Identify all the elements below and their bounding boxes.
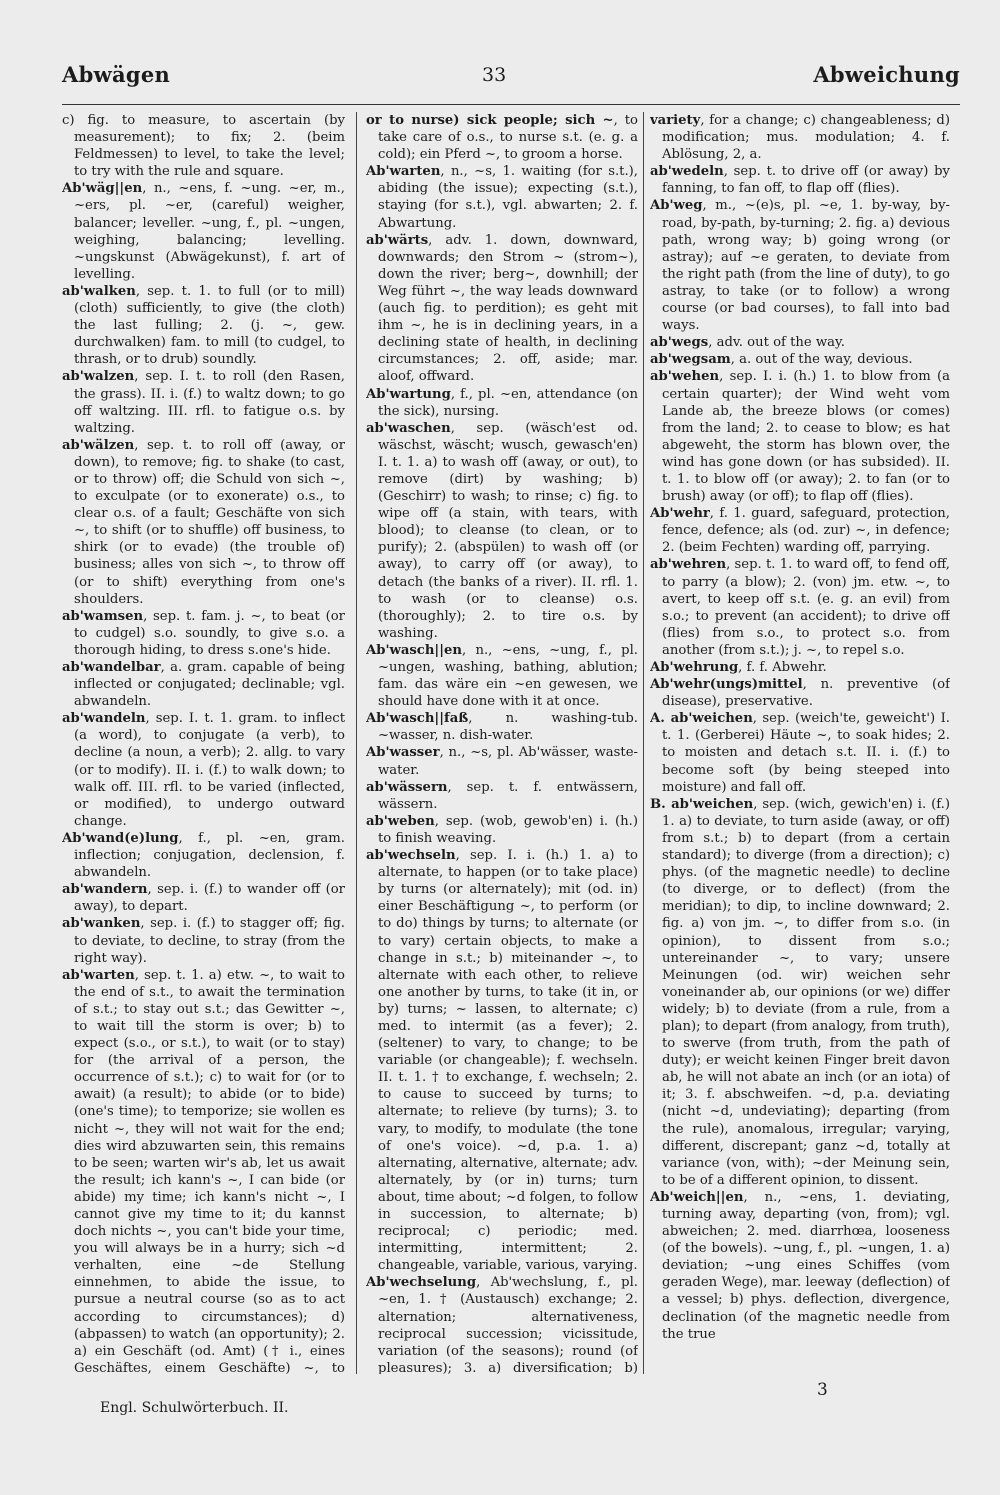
dictionary-entry: Ab'weich||en, n., ~ens, 1. deviating, turning away, departing (von, from); vgl. abweichen; 2. med. diarrhœa, looseness (of the bowels). ~ung, f., pl. ~ungen, 1. a) deviation; ~ung eines Schiffes (vom geraden Wege), mar. leeway (deflection) of a vessel; b) phys. deflection, divergence, declination (of the magnetic needle from the true xyxy=(650,1189,950,1342)
column-1 xyxy=(62,112,345,1374)
dictionary-entry: Ab'wehr, f. 1. guard, safeguard, protection, fence, defence; als (od. zur) ~, in defence; 2. (beim Fechten) warding off, parrying. xyxy=(650,506,950,556)
dictionary-entry: ab'wälzen, sep. t. to roll off (away, or down), to remove; fig. to shake (to cast, or to throw) off; die Schuld von sich ~, to exculpate (or to exonerate) o.s., to clear o.s. of a fault; Geschäfte von sich ~, to shift (or to shuffle) off business, to shirk (or to evade) (the trouble of) business; alles von sich ~, to throw off (or to shift) everything from one's shoulders. xyxy=(62,437,345,607)
dictionary-entry: Ab'wasch||en, n., ~ens, ~ung, f., pl. ~ungen, washing, bathing, ablution; fam. das wäre ein ~en gewesen, we should have done with it at once. xyxy=(366,642,638,710)
dictionary-entry: Ab'weg, m., ~(e)s, pl. ~e, 1. by-way, by-road, by-path, by-turning; 2. fig. a) devious path, wrong way; b) going wrong (or astray); auf ~e geraten, to deviate from the right path (from the line of duty), to go astray, to take (or to follow) a wrong course (or bad courses), to fall into bad ways. xyxy=(650,198,950,334)
dictionary-entry: or to nurse) sick people; sich ~, to take care of o.s., to nurse s.t. (e. g. a cold); ein Pferd ~, to groom a horse. xyxy=(366,113,638,163)
dictionary-entry: Ab'warten, n., ~s, 1. waiting (for s.t.), abiding (the issue); expecting (s.t.), staying (for s.t.), vgl. abwarten; 2. f. Abwartung. xyxy=(366,164,638,231)
dictionary-entry: ab'wärts, adv. 1. down, downward, downwards; den Strom ~ (strom~), down the river; berg~, downhill; der Weg führt ~, the way leads downward (auch fig. to perdition); es geht mit ihm ~, he is in declining years, in a declining state of health, in declining circumstances; 2. off, aside; mar. aloof, offward. xyxy=(366,232,638,385)
dictionary-entry: Ab'wasser, n., ~s, pl. Ab'wässer, waste-water. xyxy=(366,745,638,778)
dictionary-entry: Ab'wehrung, f. f. Abwehr. xyxy=(650,660,827,675)
dictionary-entry: ab'wandeln, sep. I. t. 1. gram. to inflect (a word), to conjugate (a verb), to decline (a noun, a verb); 2. allg. to vary (or to modify). II. i. (f.) to walk down; to walk off. III. rfl. to be varied (inflected, or modified), to undergo outward change. xyxy=(62,711,345,829)
header-rule xyxy=(62,104,960,105)
header-right-guide-word: Abweichung xyxy=(813,62,960,87)
imprint-line: Engl. Schulwörterbuch. II. xyxy=(100,1400,289,1416)
dictionary-entry: Ab'wand(e)lung, f., pl. ~en, gram. inflection; conjugation, declension, f. abwandeln. xyxy=(62,830,345,881)
dictionary-entry: ab'walken, sep. t. 1. to full (or to mill) (cloth) sufficiently, to give (the cloth) the last fulling; 2. (j. ~, gew. durchwalken) fam. to mill (to cudgel, to thrash, or to drub) soundly. xyxy=(62,283,345,368)
dictionary-entry: B. ab'weichen, sep. (wich, gewich'en) i. (f.) 1. a) to deviate, to turn aside (away, or off) from s.t.; b) to depart (from a certain standard); to diverge (from a direction); c) phys. (of the magnetic needle) to decline (to diverge, or to deflect) (from the meridian); to dip, to incline downward; 2. fig. a) von jm. ~, to differ from s.o. (in opinion), to dissent from s.o.; untereinander ~, to vary; unsere Meinungen (od. wir) weichen sehr voneinander ab, our opinions (or we) differ widely; b) to deviate (from a rule, from a plan); to depart (from analogy, from truth), to swerve (from truth, from the path of duty); er weicht keinen Finger breit davon ab, he will not abate an inch (or an iota) of it; 3. f. abschweifen. ~d, p.a. deviating (nicht ~d, undeviating); departing (from the rule), anomalous, irregular; varying, different, discrepant; ganz ~d, totally at variance (von, with); ~der Meinung sein, to be of a different opinion, to dissent. xyxy=(650,796,950,1188)
dictionary-entry: ab'wamsen, sep. t. fam. j. ~, to beat (or to cudgel) s.o. soundly, to give s.o. a thorough hiding, to dress s.one's hide. xyxy=(62,608,345,658)
dictionary-entry: c) fig. to measure, to ascertain (by measurement); to fix; 2. (beim Feldmessen) to level, to take the level; to try with the rule and square. xyxy=(62,113,345,180)
signature-mark: 3 xyxy=(817,1380,828,1400)
header-left-guide-word: Abwägen xyxy=(62,62,171,87)
dictionary-entry: variety, for a change; c) changeableness; d) modification; mus. modulation; 4. f. Ablösung, 2, a. xyxy=(650,113,950,163)
dictionary-entry: ab'wegsam, a. out of the way, devious. xyxy=(650,352,913,368)
dictionary-entry: Ab'wartung, f., pl. ~en, attendance (on the sick), nursing. xyxy=(366,386,638,419)
dictionary-entry: Ab'wasch||faß, n. washing-tub. ~wasser, n. dish-water. xyxy=(366,711,638,744)
dictionary-entry: ab'walzen, sep. I. t. to roll (den Rasen, the grass). II. i. (f.) to waltz down; to go off waltzing. III. rfl. to fatigue o.s. by waltzing. xyxy=(62,369,345,436)
dictionary-entry: ab'waschen, sep. (wäsch'est od. wäschst, wäscht; wusch, gewasch'en) I. t. 1. a) to wash off (away, or out), to remove (dirt) by washing; b) (Geschirr) to wash; to rinse; c) fig. to wipe off (a stain, with tears, with blood); to cleanse (to clean, or to purify); 2. (abspülen) to wash off (or away), to carry off (or away), to detach (the banks of a river). II. rfl. 1. to wash (or to cleanse) o.s. (thoroughly); 2. to tire o.s. by washing. xyxy=(366,420,638,641)
dictionary-entry: ab'wehen, sep. I. i. (h.) 1. to blow from (a certain quarter); der Wind weht vom Lande ab, the breeze blows (or comes) from the land; 2. to cease to blow; es hat abgeweht, the storm has blown over, the wind has gone down (or has subsided). II. t. 1. to blow off (or away); 2. to fan (or to brush) away (or off); to flap off (flies). xyxy=(650,369,950,505)
dictionary-entry: ab'wedeln, sep. t. to drive off (or away) by fanning, to fan off, to flap off (flies). xyxy=(650,164,950,197)
dictionary-entry: ab'wehren, sep. t. 1. to ward off, to fend off, to parry (a blow); 2. (von) jm. etw. ~, to avert, to keep off s.t. (e. g. an evil) from s.o.; to prevent (an accident); to drive off (flies) from s.o., to protect s.o. from another (from s.t.); j. ~, to repel s.o. xyxy=(650,557,950,658)
dictionary-entry: Ab'wehr(ungs)mittel, n. preventive (of disease), preservative. xyxy=(650,677,950,710)
dictionary-entry: ab'wegs, adv. out of the way. xyxy=(650,335,845,351)
dictionary-entry: ab'weben, sep. (wob, gewob'en) i. (h.) to finish weaving. xyxy=(366,813,638,846)
column-3 xyxy=(650,112,950,1374)
dictionary-entry: Ab'wechselung, Ab'wechslung, f., pl. ~en, 1. † (Austausch) exchange; 2. alternation; alternativeness, reciprocal succession; vicissitude, variation (of the seasons); round (of pleasures); 3. a) diversification; b) xyxy=(366,1275,638,1374)
dictionary-entry: ab'wanken, sep. i. (f.) to stagger off; fig. to deviate, to decline, to stray (from the right way). xyxy=(62,916,345,966)
dictionary-entry: A. ab'weichen, sep. (weich'te, geweicht') I. t. 1. (Gerberei) Häute ~, to soak hides; 2. to moisten and detach s.t. II. i. (f.) to become soft (by being steeped into moisture) and fall off. xyxy=(650,711,950,795)
page-number: 33 xyxy=(482,64,507,86)
dictionary-entry: ab'wässern, sep. t. f. entwässern, wässern. xyxy=(366,779,638,812)
column-2 xyxy=(366,112,638,1374)
column-divider-1 xyxy=(356,112,357,1374)
dictionary-entry: ab'wandern, sep. i. (f.) to wander off (or away), to depart. xyxy=(62,882,345,915)
dictionary-entry: Ab'wäg||en, n., ~ens, f. ~ung. ~er, m., ~ers, pl. ~er, (careful) weigher, balancer; leveller. ~ung, f., pl. ~ungen, weighing, balancing; levelling. ~ungskunst (Abwägekunst), f. art of levelling. xyxy=(62,181,345,282)
dictionary-entry: ab'warten, sep. t. 1. a) etw. ~, to wait to the end of s.t., to await the termination of s.t.; to stay out s.t.; das Gewitter ~, to wait till the storm is over; b) to expect (s.o., or s.t.), to wait (or to stay) for (the arrival of a person, the occurrence of s.t.); c) to wait for (or to await) (a result); to abide (or to bide) (one's time); to temporize; sie wollen es nicht ~, they will not wait for the end; dies wird abzuwarten sein, this remains to be seen; warten wir's ab, let us await the result; ich kann's ~, I can bide (or abide) my time; ich kann's nicht ~, I cannot give my time to it; du kannst doch nichts ~, you can't bide your time, you will always be in a hurry; sich ~d verhalten, eine ~de Stellung einnehmen, to abide the issue, to pursue a neutral course (so as to act according to circumstances); d) (abpassen) to watch (an opportunity); 2. a) ein Geschäft (od. Amt) († i., eines Geschäftes, einem Geschäfte) ~, to xyxy=(62,967,345,1374)
column-divider-2 xyxy=(643,112,644,1374)
page-header xyxy=(62,62,960,98)
dictionary-entry: ab'wandelbar, a. gram. capable of being inflected or conjugated; declinable; vgl. abwandeln. xyxy=(62,660,345,710)
dictionary-entry: ab'wechseln, sep. I. i. (h.) 1. a) to alternate, to happen (or to take place) by turns (or alternately); mit (od. in) einer Beschäftigung ~, to perform (or to do) things by turns; to alternate (or to vary) certain objects, to make a change in s.t.; b) miteinander ~, to alternate with each other, to relieve one another by turns, to take (it in, or by) turns; ~ lassen, to alternate; c) med. to intermit (as a fever); 2. (seltener) to vary, to change; to be variable (or changeable); f. wechseln. II. t. 1. † to exchange, f. wechseln; 2. to cause to succeed by turns; to alternate; to relieve (by turns); 3. to vary, to modify, to modulate (the tone of one's voice). ~d, p.a. 1. a) alternating, alternative, alternate; adv. alternately, by (or in) turns; turn about, time about; ~d folgen, to follow in succession, to alternate; b) reciprocal; c) periodic; med. intermitting, intermittent; 2. changeable, variable, various, varying. xyxy=(366,848,638,1274)
